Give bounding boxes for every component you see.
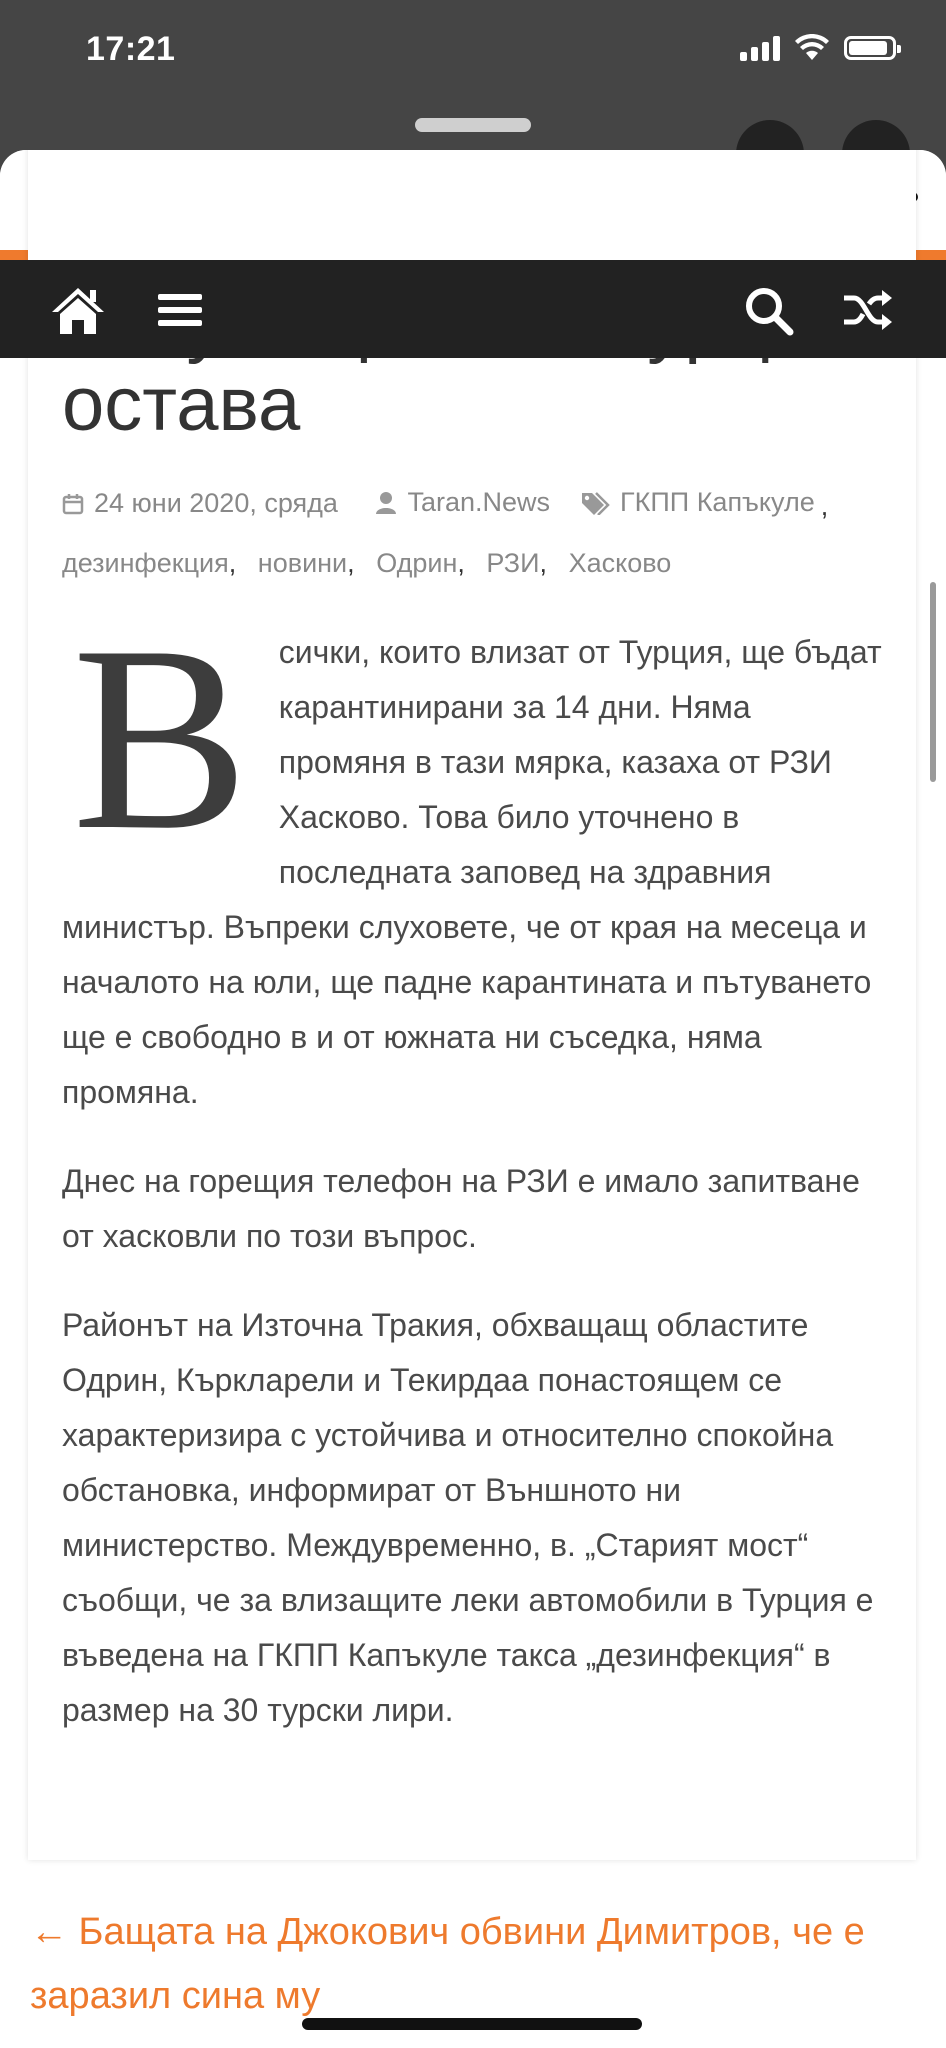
status-time: 17:21: [86, 30, 176, 68]
article-paragraph: Районът на Източна Тракия, обхващащ областите Одрин, Къркларели и Текирдаа понастоящем се характеризира с устойчива и относително спокойна обстановка, информират от Външното ни министерство. Междувременно, в. „Старият мост“ съобщи, че за влизащите леки автомобили в Турция е въведена на ГКПП Капъкуле такса „дезинфекция“ в размер на 30 турски лири.: [62, 1307, 874, 1728]
paragraph-text: сички, които влизат от Турция, ще бъдат карантинирани за 14 дни. Няма промяня в тази мярка, казаха от РЗИ Хасково. Това било уточнено в последната заповед на здравния министър. Въпреки слуховете, че от края на месеца и началото на юли, ще падне карантината и пътуването ще е свободно в и от южната ни съседка, няма промяна.: [62, 634, 882, 1110]
dropcap-letter: В: [72, 592, 249, 885]
tag-link[interactable]: Хасково: [568, 547, 672, 578]
site-nav-bar: [0, 260, 946, 358]
tags-icon: [580, 491, 610, 515]
sheet-grabber[interactable]: [415, 118, 531, 132]
user-icon: [375, 491, 397, 515]
post-author-text: Taran.News: [407, 487, 551, 517]
post-date-text: 24 юни 2020, сряда: [94, 488, 338, 518]
article-meta: 24 юни 2020, сряда Taran.News ГКПП Капъкуле , дезинфекция, новини, Одрин, РЗИ, Хасково: [62, 474, 902, 592]
previous-post-link[interactable]: ← Бащата на Джокович обвини Димитров, че е заразил сина му: [30, 1911, 865, 2017]
menu-icon[interactable]: [152, 282, 212, 338]
cellular-signal-icon: [740, 35, 780, 61]
battery-icon: [844, 36, 896, 60]
tag-link[interactable]: РЗИ: [486, 547, 540, 578]
status-icons: [740, 34, 896, 62]
shuffle-icon[interactable]: [838, 282, 898, 338]
wifi-icon: [794, 34, 830, 62]
search-icon[interactable]: [740, 282, 800, 338]
article-body: [62, 592, 884, 1772]
in-app-browser-sheet: [0, 150, 946, 2048]
scrollbar-thumb[interactable]: [930, 582, 936, 782]
article-paragraph: [62, 592, 884, 1120]
tag-link[interactable]: Одрин: [376, 547, 458, 578]
article-paragraph: Днес на горещия телефон на РЗИ е имало запитване от хасковли по този въпрос.: [62, 1163, 860, 1254]
article-title: остава: [62, 362, 301, 447]
post-tags: [580, 474, 815, 531]
tag-link[interactable]: ГКПП Капъкуле: [620, 487, 815, 517]
status-bar: [0, 0, 946, 110]
tag-link[interactable]: новини: [257, 547, 348, 578]
tag-link[interactable]: дезинфекция: [62, 547, 229, 578]
post-date[interactable]: [62, 475, 338, 532]
home-indicator[interactable]: [302, 2018, 642, 2030]
calendar-icon: [62, 493, 84, 515]
home-icon[interactable]: [48, 282, 108, 338]
post-author[interactable]: [375, 474, 550, 531]
